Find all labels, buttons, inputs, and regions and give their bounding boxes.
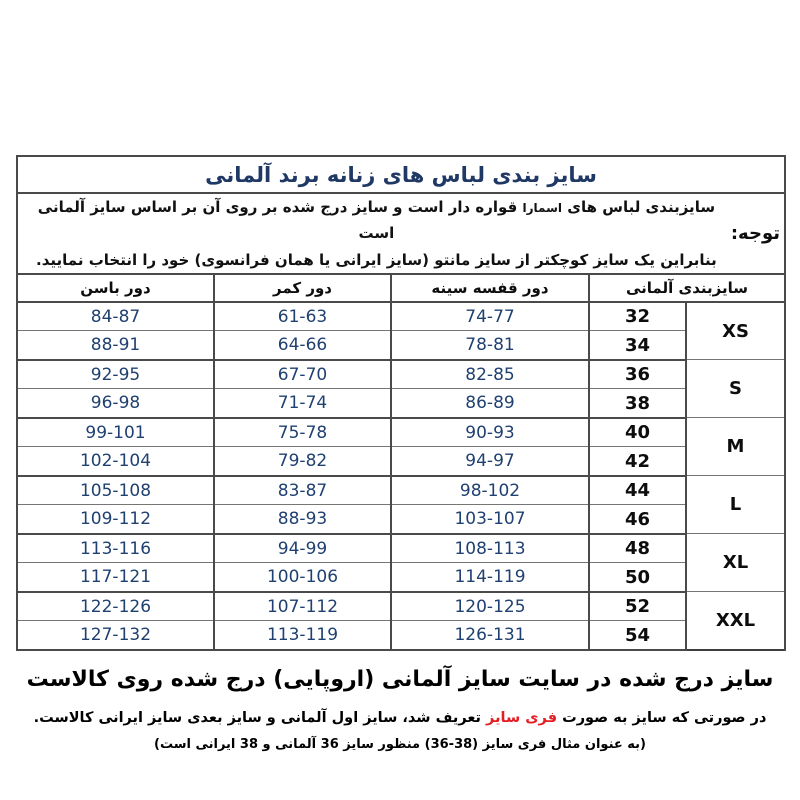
hip-value-cell: 102-104 [17,447,214,476]
chest-value-cell: 90-93 [391,418,589,447]
waist-value-cell: 100-106 [214,563,391,592]
size-letter-cell: XXL [686,592,785,650]
size-row-32 [17,302,785,331]
waist-value-cell: 75-78 [214,418,391,447]
size-number-cell: 46 [589,505,686,534]
size-number-cell: 48 [589,534,686,563]
size-letter-cell: S [686,360,785,418]
size-number-cell: 32 [589,302,686,331]
waist-value-cell: 61-63 [214,302,391,331]
chest-value-cell: 108-113 [391,534,589,563]
chest-value-cell: 74-77 [391,302,589,331]
waist-value-cell: 79-82 [214,447,391,476]
size-number-cell: 52 [589,592,686,621]
header-waist: دور کمر [214,274,391,302]
note-line1-start: سایزبندی لباس های [567,198,716,216]
header-hip: دور باسن [17,274,214,302]
footer-example: (به عنوان مثال فری سایز (38-36) منظور سایز 36 آلمانی و 38 ایرانی است) [154,736,646,752]
hip-value-cell: 88-91 [17,331,214,360]
header-german-sizing: سایزبندی آلمانی [589,274,785,302]
size-letter-cell: XL [686,534,785,592]
hip-value-cell: 127-132 [17,621,214,650]
size-row-46 [17,505,785,534]
size-number-cell: 36 [589,360,686,389]
hip-value-cell: 99-101 [17,418,214,447]
waist-value-cell: 107-112 [214,592,391,621]
size-row-34 [17,331,785,360]
note-line-1 [28,194,725,247]
waist-value-cell: 113-119 [214,621,391,650]
size-letter-cell: XS [686,302,785,360]
note-label: توجه: [730,222,780,244]
size-row-40 [17,418,785,447]
footer [0,666,800,752]
note-line-2: بنابراین یک سایز کوچکتر از سایز مانتو (سایز ایرانی یا همان فرانسوی) خود را انتخاب نمایید. [36,250,717,269]
size-letter-cell: L [686,476,785,534]
chest-value-cell: 86-89 [391,389,589,418]
chest-value-cell: 94-97 [391,447,589,476]
waist-value-cell: 94-99 [214,534,391,563]
chest-value-cell: 103-107 [391,505,589,534]
size-row-44 [17,476,785,505]
chest-value-cell: 114-119 [391,563,589,592]
note-block [18,194,784,273]
chest-value-cell: 98-102 [391,476,589,505]
chest-value-cell: 120-125 [391,592,589,621]
waist-value-cell: 88-93 [214,505,391,534]
size-number-cell: 40 [589,418,686,447]
footer-note-start: در صورتی که سایز به صورت [562,709,767,726]
size-row-54 [17,621,785,650]
size-number-cell: 54 [589,621,686,650]
note-text [28,194,725,273]
hip-value-cell: 117-121 [17,563,214,592]
footer-note [0,710,800,726]
size-row-42 [17,447,785,476]
waist-value-cell: 67-70 [214,360,391,389]
hip-value-cell: 84-87 [17,302,214,331]
waist-value-cell: 83-87 [214,476,391,505]
hip-value-cell: 96-98 [17,389,214,418]
brand-name: اسمارا [522,201,563,215]
size-row-36 [17,360,785,389]
size-row-52 [17,592,785,621]
size-chart-table [16,155,786,651]
table-header-row [17,274,785,302]
chest-value-cell: 78-81 [391,331,589,360]
hip-value-cell: 122-126 [17,592,214,621]
size-row-38 [17,389,785,418]
page-title: سایز بندی لباس های زنانه برند آلمانی [17,156,785,193]
chest-value-cell: 126-131 [391,621,589,650]
header-chest: دور قفسه سینه [391,274,589,302]
note-line1-end: قواره دار است و سایز درج شده بر روی آن بر اساس سایز آلمانی است [37,198,518,243]
chest-value-cell: 82-85 [391,360,589,389]
table-note-row [17,193,785,274]
size-letter-cell: M [686,418,785,476]
free-size-highlight: فری سایز [486,709,558,726]
hip-value-cell: 105-108 [17,476,214,505]
size-number-cell: 34 [589,331,686,360]
hip-value-cell: 113-116 [17,534,214,563]
hip-value-cell: 92-95 [17,360,214,389]
waist-value-cell: 64-66 [214,331,391,360]
size-row-50 [17,563,785,592]
footer-note-end: تعریف شد، سایز اول آلمانی و سایز بعدی سایز ایرانی کالاست. [33,709,481,726]
hip-value-cell: 109-112 [17,505,214,534]
size-row-48 [17,534,785,563]
size-number-cell: 38 [589,389,686,418]
size-number-cell: 44 [589,476,686,505]
footer-headline: سایز درج شده در سایت سایز آلمانی (اروپایی) درج شده روی کالاست [26,667,774,692]
size-number-cell: 42 [589,447,686,476]
waist-value-cell: 71-74 [214,389,391,418]
table-title-row [17,156,785,193]
size-chart-table-body [17,156,785,650]
size-number-cell: 50 [589,563,686,592]
